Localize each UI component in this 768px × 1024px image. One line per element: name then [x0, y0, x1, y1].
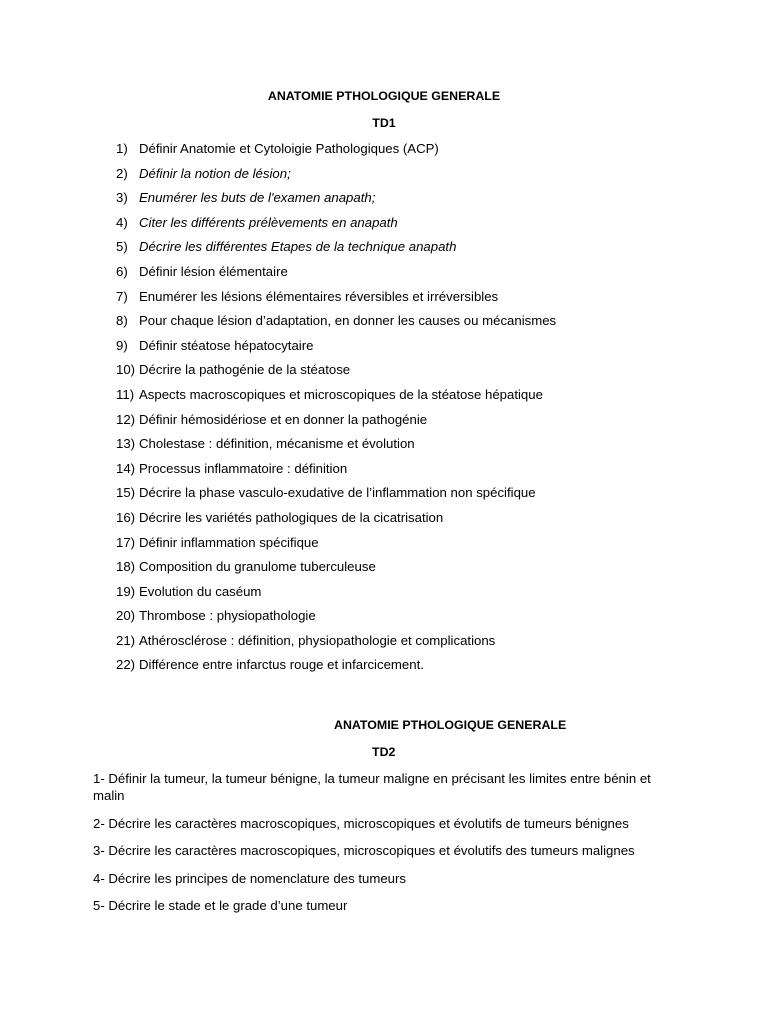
question-number: 21): [116, 632, 136, 648]
td1-question-item: [0, 657, 768, 682]
question-text: Thrombose : physiopathologie: [139, 608, 316, 624]
question-number: 11): [116, 386, 135, 402]
td1-question-item: [0, 461, 768, 486]
td2-question-item: 3- Décrire les caractères macroscopiques, microscopiques et évolutifs des tumeurs malignes: [93, 843, 635, 859]
question-text: Décrire la pathogénie de la stéatose: [139, 362, 351, 378]
question-text: Définir stéatose hépatocytaire: [139, 337, 314, 353]
td1-question-item: [0, 608, 768, 633]
question-number: 10): [116, 362, 136, 378]
td1-question-list: [0, 141, 768, 682]
td1-question-item: [0, 190, 768, 215]
question-text: Composition du granulome tuberculeuse: [139, 559, 376, 575]
question-text: Cholestase : définition, mécanisme et évolution: [139, 436, 415, 452]
question-text: Aspects macroscopiques et microscopiques de la stéatose hépatique: [139, 386, 543, 402]
td2-question-item: 5- Décrire le stade et le grade d’une tumeur: [93, 898, 348, 914]
question-text: Pour chaque lésion d’adaptation, en donner les causes ou mécanismes: [139, 313, 557, 329]
question-number: 20): [116, 608, 136, 624]
question-text: Définir la notion de lésion;: [139, 165, 291, 181]
question-number: 14): [116, 460, 136, 476]
td2-question-item: 4- Décrire les principes de nomenclature des tumeurs: [93, 870, 406, 886]
td1-question-item: [0, 387, 768, 412]
question-text: Définir hémosidériose et en donner la pathogénie: [139, 411, 428, 427]
question-text: Enumérer les lésions élémentaires réversibles et irréversibles: [139, 288, 499, 304]
question-number: 15): [116, 485, 136, 501]
question-number: 12): [116, 411, 136, 427]
question-number: 13): [116, 436, 136, 452]
td1-question-item: [0, 633, 768, 658]
question-number: 2): [116, 165, 128, 181]
td1-question-item: [0, 362, 768, 387]
td1-question-item: [0, 485, 768, 510]
question-text: Définir inflammation spécifique: [139, 534, 319, 550]
question-number: 18): [116, 559, 136, 575]
td1-label: TD1: [372, 116, 396, 130]
question-text: Décrire les différentes Etapes de la technique anapath: [139, 239, 457, 255]
td2-question-list: [93, 770, 668, 925]
question-text: Décrire la phase vasculo-exudative de l’inflammation non spécifique: [139, 485, 536, 501]
question-number: 9): [116, 337, 128, 353]
td1-question-item: [0, 535, 768, 560]
td1-question-item: [0, 289, 768, 314]
question-number: 1): [116, 141, 128, 156]
question-text: Athérosclérose : définition, physiopathologie et complications: [139, 632, 496, 648]
question-number: 16): [116, 509, 136, 525]
question-text: Enumérer les buts de l'examen anapath;: [139, 190, 376, 206]
question-text: Définir lésion élémentaire: [139, 263, 288, 279]
td1-question-item: [0, 166, 768, 191]
question-text: Citer les différents prélèvements en anapath: [139, 214, 398, 230]
td1-question-item: [0, 510, 768, 535]
question-number: 4): [116, 214, 128, 230]
td1-question-item: [0, 264, 768, 289]
question-text: Différence entre infarctus rouge et infarcicement.: [139, 657, 424, 673]
question-text: Définir Anatomie et Cytoloigie Pathologiques (ACP): [139, 141, 439, 156]
td1-question-item: [0, 215, 768, 240]
question-number: 8): [116, 313, 128, 329]
td1-question-item: [0, 313, 768, 338]
question-number: 6): [116, 263, 128, 279]
question-text: Décrire les variétés pathologiques de la cicatrisation: [139, 509, 444, 525]
question-number: 5): [116, 239, 128, 255]
td1-question-item: [0, 436, 768, 461]
question-number: 3): [116, 190, 128, 206]
question-text: Evolution du caséum: [139, 583, 262, 599]
td2-question-item: 2- Décrire les caractères macroscopiques, microscopiques et évolutifs de tumeurs bénignes: [93, 815, 629, 831]
td1-question-item: [0, 559, 768, 584]
td1-heading: ANATOMIE PTHOLOGIQUE GENERALE: [267, 89, 501, 103]
question-number: 22): [116, 657, 136, 673]
td1-question-item: [0, 239, 768, 264]
td2-heading: ANATOMIE PTHOLOGIQUE GENERALE: [334, 718, 567, 732]
td1-question-item: [0, 584, 768, 609]
td1-question-item: [0, 141, 768, 166]
td1-question-item: [0, 338, 768, 363]
question-number: 17): [116, 534, 136, 550]
td2-label: TD2: [372, 745, 396, 759]
td1-question-item: [0, 412, 768, 437]
question-text: Processus inflammatoire : définition: [139, 460, 348, 476]
td2-question-item: 1- Définir la tumeur, la tumeur bénigne, la tumeur maligne en précisant les limites entre bénin et malin: [93, 771, 651, 803]
question-number: 7): [116, 288, 128, 304]
question-number: 19): [116, 583, 136, 599]
